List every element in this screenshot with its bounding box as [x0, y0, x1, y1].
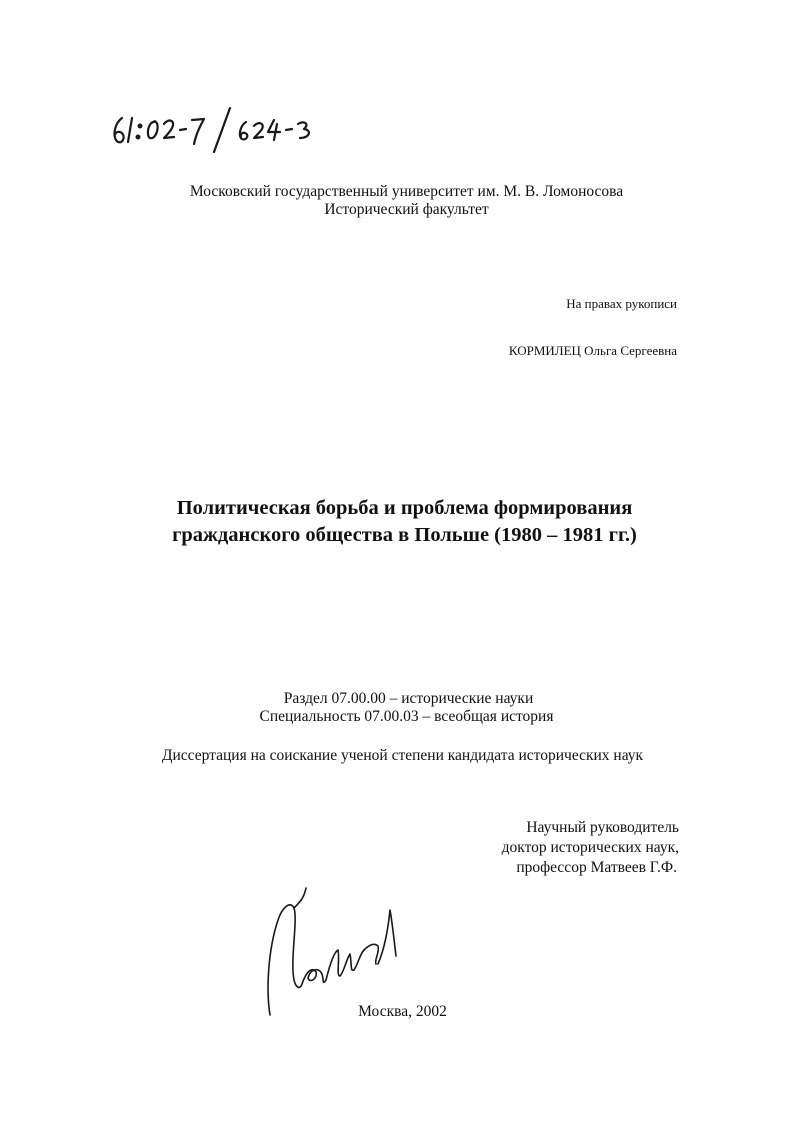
signature-drawing	[260, 880, 410, 1020]
dissertation-degree-statement: Диссертация на соискание ученой степени кандидата исторических наук	[161, 747, 644, 764]
handwritten-code-drawing	[108, 104, 378, 154]
university-name: Московский государственный университет им. М. В. Ломоносова	[189, 183, 624, 200]
dissertation-title-line-2: гражданского общества в Польше (1980 – 1981 гг.)	[172, 524, 637, 546]
handwritten-archive-code	[108, 104, 378, 154]
section-classification: Раздел 07.00.00 – исторические науки	[283, 690, 534, 707]
faculty-name: Исторический факультет	[324, 201, 489, 218]
supervisor-degree: доктор исторических наук,	[501, 839, 679, 856]
author-name: КОРМИЛЕЦ Ольга Сергеевна	[508, 343, 677, 358]
dissertation-title-line-1: Политическая борьба и проблема формирования	[176, 497, 633, 519]
specialty-classification: Специальность 07.00.03 – всеобщая история	[259, 708, 554, 725]
handwritten-signature	[260, 880, 410, 1020]
city-and-year: Москва, 2002	[358, 1003, 447, 1020]
supervisor-role: Научный руководитель	[526, 819, 679, 836]
supervisor-name: профессор Матвеев Г.Ф.	[516, 859, 677, 876]
manuscript-note: На правах рукописи	[566, 296, 677, 311]
